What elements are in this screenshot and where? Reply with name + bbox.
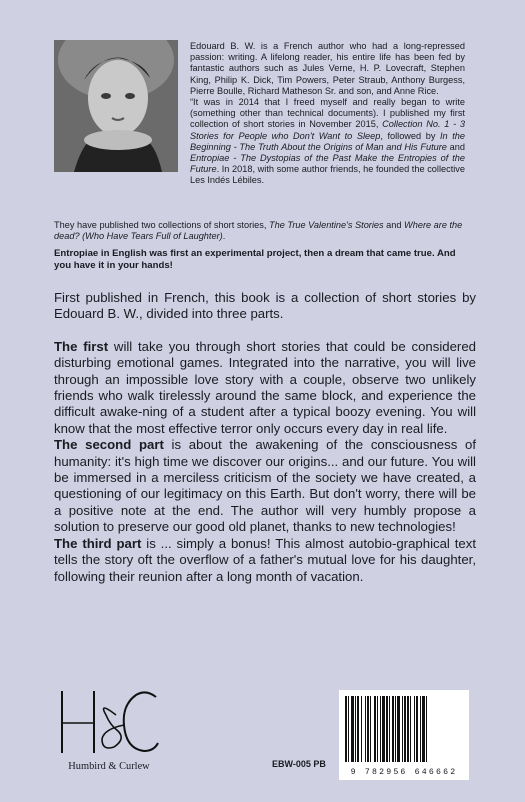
bio-paragraph-1: Edouard B. W. is a French author who had a long-repressed passion: writing. A lifelong reader, his entire life has been fed by fantastic authors such as Jules Verne, H. P. Lovecraft, Stephen King, Philip K. Dick, Tim Powers, Peter Straub, Anthony Burgess, Pierre Boulle, Richard Matheson Sr. and son, and Anne Rice. (190, 41, 465, 96)
barcode-bars (339, 690, 469, 764)
hc-logo-mark (54, 685, 164, 759)
isbn-barcode (339, 690, 469, 780)
intro-paragraph: First published in French, this book is a collection of short stories by Edouard B. W., divided into three parts. (54, 290, 476, 322)
barcode-digits: 9 782956 646662 (350, 768, 458, 777)
author-photo (54, 40, 178, 172)
tagline: Entropiae in English was first an experimental project, then a dream that came true. And you have it in your hands! (54, 248, 456, 272)
bio-paragraph-3: They have published two collections of short stories, The True Valentine's Stories and Where are the dead? (Who Have Tears Full of Laughter). (54, 220, 463, 242)
author-bio (190, 41, 465, 187)
second-part-paragraph: The second part is about the awakening of the consciousness of humanity: it's high time we discover our origins... and our future. You will be immersed in a merciless criticism of the society we have created, a questioning of our legitimacy on this Earth. But don't worry, there will be a positive note at the end. The author will very humbly propose a solution to preserve our good old planet, thanks to new technologies! (54, 437, 476, 535)
third-part-paragraph: The third part is ... simply a bonus! This almost autobio-graphical text tells the story oft the overflow of a father's mutual love for his daughter, following their reunion after a long month of vacation. (54, 535, 476, 584)
bio-paragraph-2: “It was in 2014 that I freed myself and really began to write (something other than technical documents). I published my first collection of short stories in November 2015, Collection No. 1 - 3 Stories for People who Don't Want to Sleep, followed by In the Beginning - The Truth About the Origins of Man and His Future and Entropiae - The Dystopias of the Past Make the Entropies of the Future. In 2018, with some author friends, he founded the collective Les Indés Lébiles. (190, 97, 465, 186)
author-portrait-illustration (54, 40, 178, 172)
first-part-paragraph: The first will take you through short stories that could be considered disturbing emotional games. Integrated into the narrative, you will live through an impossible love story with a couple, observe two unlikely friends who walk tirelessly around the same block, and experience the difficult awake-ning of a student after a typical boozy evening. You will know that the most effective terror only occurs every day in real life. (54, 338, 476, 436)
product-code: EBW-005 PB (272, 759, 326, 769)
book-description (54, 290, 476, 585)
publisher-name: Humbird & Curlew (68, 761, 150, 772)
